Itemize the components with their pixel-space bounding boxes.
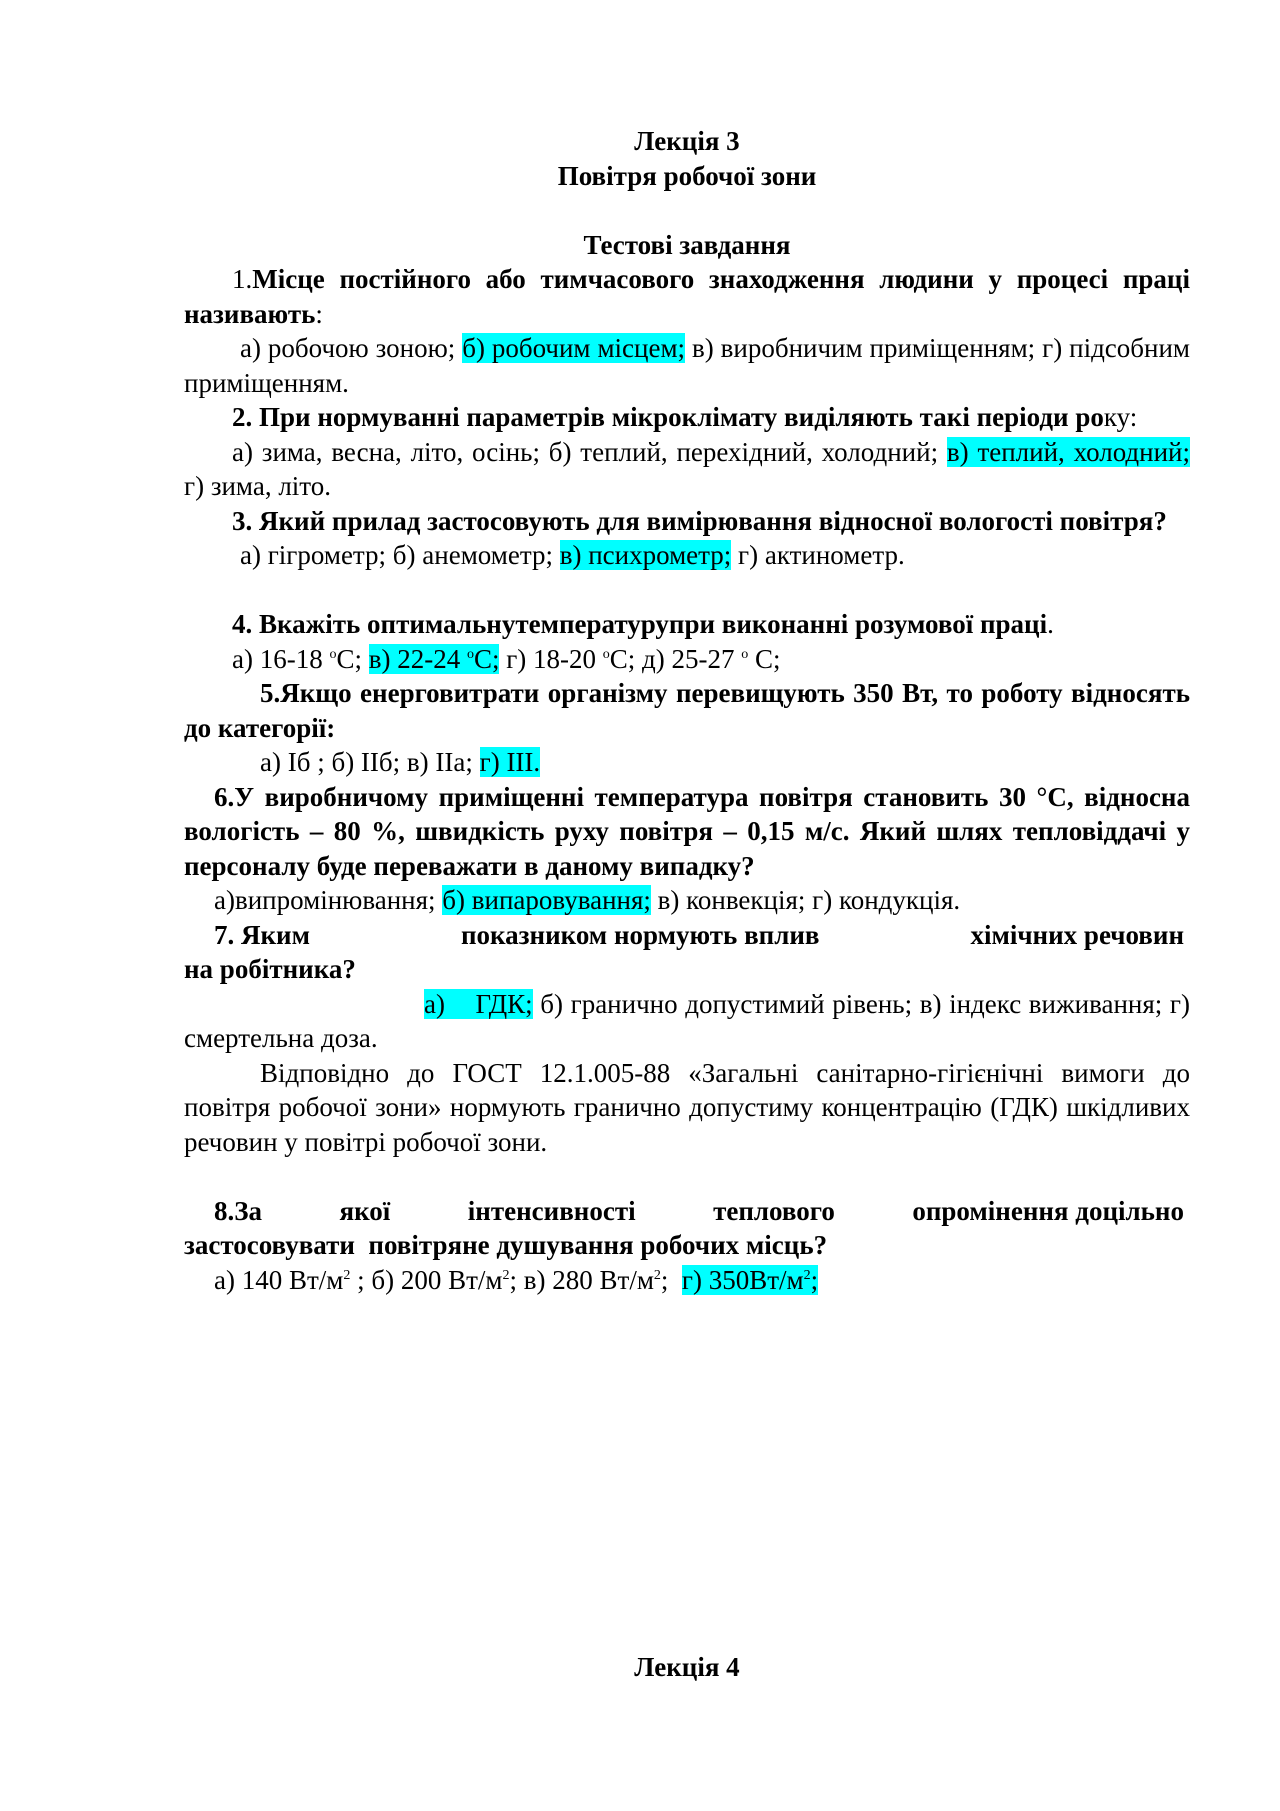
answers-7 <box>184 987 1190 1056</box>
q5-text: 5.Якщо енерговитрати організму перевищують 350 Вт, то роботу відносять до категорії: <box>184 678 1190 743</box>
spacer <box>184 1159 1190 1194</box>
q2-tail: ку: <box>1103 402 1138 432</box>
q7-word-1: 7. Яким <box>214 919 311 950</box>
q4-correct-unit: С; <box>473 643 500 674</box>
topic-title: Повітря робочої зони <box>557 160 817 191</box>
q8-text-end: застосовувати повітряне душування робочих місць? <box>184 1230 828 1260</box>
q4-answer-correct <box>369 644 500 674</box>
q8-correct-sup: 2 <box>803 1267 811 1283</box>
q8-word-5: опромінення доцільно <box>912 1195 1184 1226</box>
q2-answer-a: а) зима, весна, літо, осінь; б) теплий, перехідний, холодний; <box>232 436 947 467</box>
answers-5 <box>184 745 1190 780</box>
q1-colon: : <box>315 298 323 329</box>
q4-c-degree: о <box>602 646 610 662</box>
answers-8 <box>184 1263 1190 1298</box>
q8-correct-end: ; <box>810 1264 819 1295</box>
question-5 <box>184 676 1190 745</box>
q8-answer-correct <box>682 1265 818 1295</box>
q7-answer-correct: а) ГДК; <box>424 988 533 1019</box>
question-7-line-1 <box>184 918 1190 953</box>
q1-answer-correct: б) робочим місцем; <box>462 333 686 363</box>
q8-word-1: 8.За <box>214 1195 263 1226</box>
q7-answers-rest: б) гранично допустимий рівень; в) індекс виживання; г) смертельна доза. <box>184 988 1190 1053</box>
q6-answer-correct: б) випаровування; <box>442 885 651 915</box>
q1-number: 1. <box>232 264 253 294</box>
question-6 <box>184 780 1190 884</box>
q2-answer-correct: в) теплий, холодний; <box>946 436 1190 467</box>
q4-text: 4. Вкажіть оптимальнутемпературупри виконанні розумової праці <box>232 609 1048 639</box>
q7-note: Відповідно до ГОСТ 12.1.005-88 «Загальні санітарно-гігієнічні вимоги до повітря робочої зони» нормують гранично допустиму концентрацію (ГДК) шкідливих речовин у повітрі робочої зони. <box>184 1057 1190 1157</box>
q4-answer-a: а) 16-18 <box>232 643 330 674</box>
q6-answers-rest: в) конвекція; г) кондукція. <box>650 885 961 915</box>
q2-text: 2. При нормуванні параметрів мікроклімату виділяють такі періоди ро <box>232 402 1104 432</box>
q4-a-degree: о <box>329 646 337 662</box>
q7-word-2: показником нормують вплив <box>460 919 820 950</box>
next-lecture-title: Лекція 4 <box>634 1652 740 1682</box>
q1-answers-rest: в) виробничим приміщенням; г) підсобним приміщенням. <box>184 333 1191 398</box>
lecture-title: Лекція 3 <box>634 126 740 156</box>
q8-word-3: інтенсивності <box>467 1195 636 1226</box>
q8-correct-value: г) 350Вт/м <box>681 1264 804 1295</box>
q5-answer-correct: г) ІІІ. <box>479 747 541 777</box>
q8-a-sup: 2 <box>343 1267 351 1283</box>
q3-answer-a: а) гігрометр; б) анемометр; <box>240 540 560 570</box>
q4-answer-c: г) 18-20 <box>499 643 603 674</box>
q1-answer-a: а) робочою зоною; <box>240 333 456 363</box>
q2-answers-rest: г) зима, літо. <box>184 471 331 501</box>
q4-d-unit: С; <box>748 643 781 674</box>
q4-dot: . <box>1047 609 1054 639</box>
q6-text: 6.У виробничому приміщенні температура повітря становить 30 °С, відносна вологість – 80 %, швидкість руху повітря – 0,15 м/с. Який шлях тепловіддачі у персоналу буде переважати в даному випадку? <box>184 781 1190 881</box>
q3-answer-correct: в) психрометр; <box>559 540 732 570</box>
q8-c-sup: 2 <box>653 1267 661 1283</box>
q8-word-4: теплового <box>713 1195 835 1226</box>
question-4 <box>184 607 1190 642</box>
q3-answers-rest: г) актинометр. <box>731 540 905 570</box>
question-7-line-2 <box>184 952 1190 987</box>
answers-6 <box>184 883 1190 918</box>
question-1 <box>184 262 1190 331</box>
q7-word-3: хімічних речовин <box>970 919 1184 950</box>
spacer <box>184 193 1190 228</box>
section-title: Тестові завдання <box>583 229 791 260</box>
q4-correct-degree: о <box>466 646 474 662</box>
q6-answer-a: а)випромінювання; <box>214 885 443 915</box>
q8-word-2: якої <box>339 1195 391 1226</box>
q8-c-end: ; <box>660 1264 682 1295</box>
spacer <box>184 573 1190 608</box>
answers-1 <box>184 331 1190 400</box>
q3-text: 3. Який прилад застосовують для вимірювання відносної вологості повітря? <box>232 505 1167 536</box>
q8-answer-b: ; б) 200 Вт/м <box>350 1264 503 1295</box>
question-3 <box>184 504 1190 539</box>
answers-3 <box>184 538 1190 573</box>
q7-text-end: на робітника? <box>184 954 356 984</box>
question-8-line-1 <box>184 1194 1190 1229</box>
q4-correct-value: в) 22-24 <box>368 643 467 674</box>
answers-4 <box>184 642 1190 677</box>
q8-answer-a: а) 140 Вт/м <box>214 1264 344 1295</box>
document-page <box>184 124 1190 1297</box>
q8-b-sup: 2 <box>502 1267 510 1283</box>
question-2 <box>184 400 1190 435</box>
q4-a-unit: С; <box>336 643 369 674</box>
q5-answers: а) Іб ; б) ІІб; в) ІІа; <box>260 747 480 777</box>
q1-text: Місце постійного або тимчасового знаходження людини у процесі праці називають <box>184 264 1190 329</box>
q8-answer-c: ; в) 280 Вт/м <box>509 1264 654 1295</box>
q4-d-degree: о <box>741 646 749 662</box>
answers-2 <box>184 435 1190 504</box>
q4-c-unit: С; д) 25-27 <box>609 643 742 674</box>
question-8-line-2 <box>184 1228 1190 1263</box>
